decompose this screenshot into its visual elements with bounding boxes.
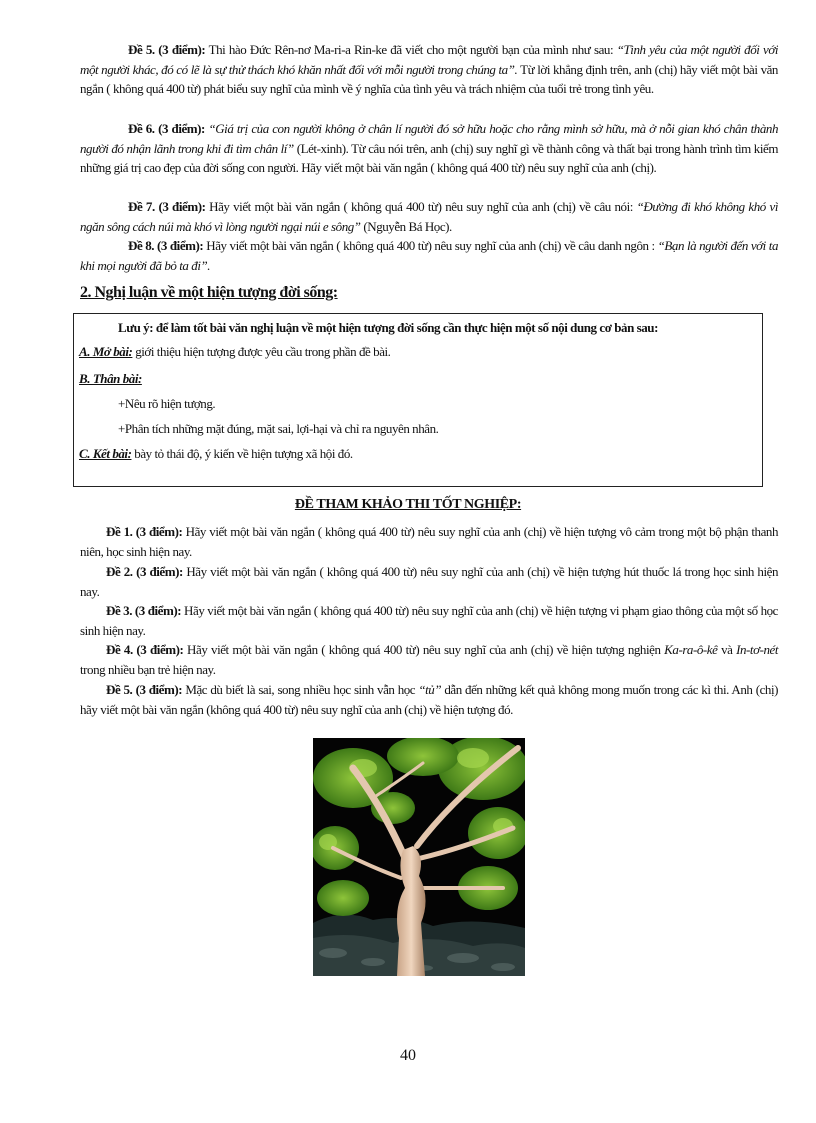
topic-5-label: Đề 5. (3 điểm): [128, 42, 206, 57]
reference-topic-2: Đề 2. (3 điểm): Hãy viết một bài văn ngắn ( không quá 400 từ) nêu suy nghĩ của anh (chị) về hiện tượng hút thuốc lá trong học sinh hiện nay. [80, 564, 779, 599]
topic-5-paragraph: Đề 5. (3 điểm): Thi hào Đức Rên-nơ Ma-ri-a Rin-ke đã viết cho một người bạn của mình như sau: “Tình yêu của một người đối với một người khác, đó có lẽ là sự thử thách khó khăn nhất đối với mỗi người trong chúng ta”. Từ lời khẳng định trên, anh (chị) hãy viết một bài văn ngắn ( không quá 400 từ) phát biểu suy nghĩ của mình về ý nghĩa của tình yêu và trách nhiệm của tuổi trẻ trong tình yêu. [80, 42, 778, 96]
reference-topic-4: Đề 4. (3 điểm): Hãy viết một bài văn ngắn ( không quá 400 từ) nêu suy nghĩ của anh (chị) về hiện tượng nghiện Ka-ra-ô-kê và In-tơ-nét trong nhiều bạn trẻ hiện nay. [80, 642, 778, 677]
conclusion-guidance: C. Kết bài: bày tỏ thái độ, ý kiến về hiện tượng xã hội đó. [79, 446, 353, 461]
tree-illustration [313, 738, 525, 976]
guidance-note: Lưu ý: để làm tốt bài văn nghị luận về một hiện tượng đời sống cần thực hiện một số nội dung cơ bản sau: [118, 320, 658, 335]
topic-8-label: Đề 8. (3 điểm): [128, 238, 204, 253]
intro-guidance: A. Mở bài: giới thiệu hiện tượng được yêu cầu trong phần đề bài. [79, 344, 391, 359]
body-point-1: +Nêu rõ hiện tượng. [118, 396, 216, 411]
tree-photo [313, 738, 525, 976]
body-point-2: +Phân tích những mặt đúng, mặt sai, lợi-hại và chỉ ra nguyên nhân. [118, 421, 439, 436]
topic-7-paragraph: Đề 7. (3 điểm): Hãy viết một bài văn ngắn ( không quá 400 từ) nêu suy nghĩ của anh (chị) về câu nói: “Đường đi khó không khó vì ngăn sông cách núi mà khó vì lòng người ngại núi e sông” (Nguyễn Bá Học). [80, 199, 778, 234]
body-guidance-label: B. Thân bài: [79, 371, 142, 386]
page-number: 40 [400, 1047, 416, 1064]
section-heading: 2. Nghị luận về một hiện tượng đời sống: [80, 284, 338, 301]
topic-6-label: Đề 6. (3 điểm): [128, 121, 205, 136]
guidance-box [73, 313, 763, 487]
reference-topic-3: Đề 3. (3 điểm): Hãy viết một bài văn ngắn ( không quá 400 từ) nêu suy nghĩ của anh (chị) về hiện tượng vi phạm giao thông của một số học sinh hiện nay. [80, 603, 778, 638]
topic-6-paragraph: Đề 6. (3 điểm): “Giá trị của con người không ở chân lí người đó sở hữu hoặc cho rằng mình sở hữu, mà ở nỗi gian khó chân thành người đó nhận lãnh trong khi đi tìm chân lí” (Lét-xinh). Từ câu nói trên, anh (chị) suy nghĩ gì về thành công và thất bại trong hành trình tìm kiếm những giá trị cao đẹp của đời sống con người. Hãy viết một bài văn ngắn ( không quá 400 từ) nêu suy nghĩ của anh (chị). [80, 121, 779, 175]
reference-topic-1: Đề 1. (3 điểm): Hãy viết một bài văn ngắn ( không quá 400 từ) nêu suy nghĩ của anh (chị) về hiện tượng vô cảm trong một bộ phận thanh niên, học sinh hiện nay. [80, 524, 778, 559]
topic-8-paragraph: Đề 8. (3 điểm): Hãy viết một bài văn ngắn ( không quá 400 từ) nêu suy nghĩ của anh (chị) về câu danh ngôn : “Bạn là người đến với ta khi mọi người đã bỏ ta đi”. [80, 238, 778, 273]
reference-title: ĐỀ THAM KHẢO THI TỐT NGHIỆP: [294, 497, 522, 512]
reference-topic-5: Đề 5. (3 điểm): Mặc dù biết là sai, song nhiều học sinh vẫn học “tủ” dẫn đến những kết quả không mong muốn trong các kì thi. Anh (chị) hãy viết một bài văn ngắn (không quá 400 từ) nêu suy nghĩ của anh (chị) về hiện tượng đó. [80, 682, 778, 717]
topic-7-label: Đề 7. (3 điểm): [128, 199, 206, 214]
